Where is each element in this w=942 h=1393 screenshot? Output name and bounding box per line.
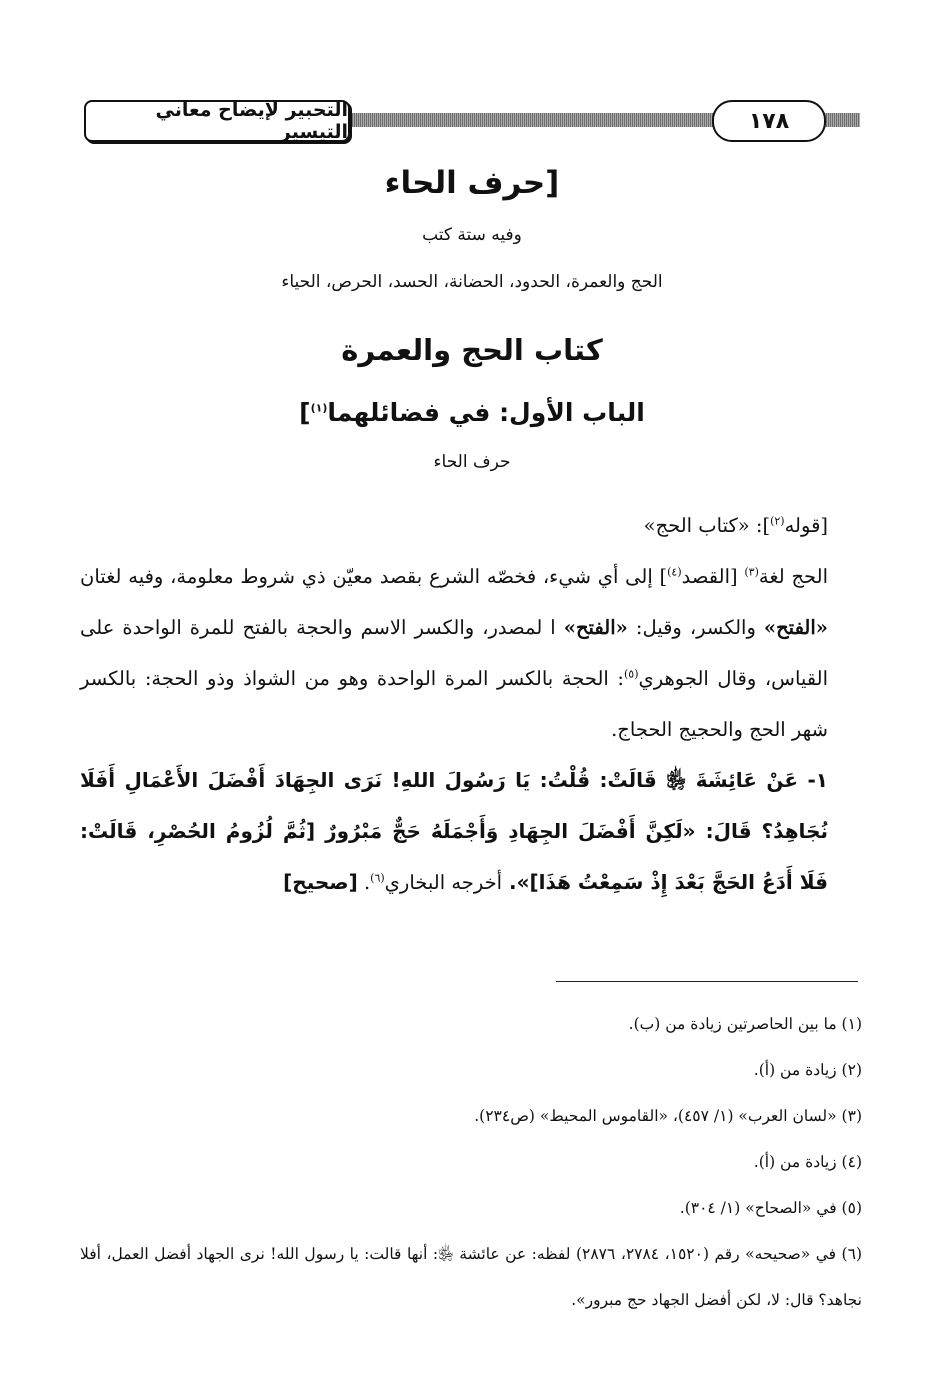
small-heading: حرف الحاء (433, 452, 511, 472)
lemma-open: [قوله (784, 514, 828, 537)
footnote-4: (٤) زيادة من (أ). (753, 1153, 862, 1171)
footnote-3: (٣) «لسان العرب» (١/ ٤٥٧)، «القاموس المحيط» (ص٢٣٤). (474, 1107, 862, 1125)
footnote-ref-4: (٤) (667, 565, 682, 579)
para-text: والكسر، وقيل: (627, 616, 764, 639)
commentary-lemma (80, 500, 862, 551)
footnote-ref-2: (٢) (770, 514, 785, 528)
hadith-grade: [صحيح] (283, 870, 358, 894)
running-header (84, 100, 860, 144)
commentary-paragraph (80, 551, 862, 755)
footnote-separator (556, 981, 858, 982)
para-text: الحج لغة (758, 565, 828, 588)
footnote-1: (١) ما بين الحاصرتين زيادة من (ب). (628, 1015, 862, 1033)
chapter-bracket: ] (299, 398, 311, 427)
footnote-2: (٢) زيادة من (أ). (753, 1061, 862, 1079)
para-text: ] إلى أي شيء، فخصّه الشرع بقصد معيّن ذي شروط معلومة، وفيه لغتان (80, 565, 668, 588)
footnote-ref-3: (٣) (744, 565, 759, 579)
hadith-text: ١- عَنْ عَائِشَةَ ﵂ قَالَتْ: قُلْتُ: يَا رَسُولَ اللهِ! نَرَى الجِهَادَ أَفْضَلَ الأَعْمَالِ أَفَلَا نُجَاهِدُ؟ قَالَ: «لَكِنَّ أَفْضَلَ الجِهَادِ وَأَجْمَلَهُ حَجٌّ مَبْرُورٌ [ثُمَّ لُزُومُ الحُصْرِ، قَالَتْ: فَلَا أَدَعُ الحَجَّ بَعْدَ إِذْ سَمِعْتُ هَذَا]». (80, 768, 828, 894)
para-text: [القصد (681, 565, 745, 588)
footnote-ref-1: (١) (310, 401, 328, 415)
footnotes (80, 1013, 862, 1346)
para-bold-term: «الفتح» (763, 616, 828, 639)
para-text: : الحجة بالكسر المرة الواحدة وهو من الشواذ وذو الحجة: بالكسر شهر الحج والحجيج الحجاج. (80, 667, 828, 741)
footnote-ref-5: (٥) (623, 667, 639, 681)
hadith-paragraph (80, 755, 862, 908)
page-number: ١٧٨ (712, 100, 826, 142)
header-book-title: التحبير لإيضاح معاني التيسير (84, 100, 350, 142)
body-text (80, 500, 862, 908)
books-count-line: وفيه ستة كتب (422, 225, 522, 245)
section-letter-heading: [حرف الحاء (384, 165, 560, 201)
hadith-source: أخرجه البخاري (384, 871, 503, 894)
books-list-line: الحج والعمرة، الحدود، الحضانة، الحسد، الحرص، الحياء (281, 272, 663, 292)
para-text: ا لمصدر، والكسر الاسم والحجة بالفتح للمرة الواحدة على القياس، وقال الجوهري (80, 616, 829, 690)
book-title-heading: كتاب الحج والعمرة (341, 333, 603, 367)
para-text: . (357, 871, 371, 894)
footnote-5: (٥) في «الصحاح» (١/ ٣٠٤). (679, 1199, 862, 1217)
chapter-heading (84, 398, 860, 427)
chapter-title: الباب الأول: في فضائلهما (327, 398, 645, 427)
footnote-ref-6: (٦) (370, 871, 385, 885)
para-bold-term: «الفتح» (563, 616, 628, 639)
lemma-rest: ]: «كتاب الحج» (643, 514, 771, 537)
footnote-6: (٦) في «صحيحه» رقم (١٥٢٠، ٢٧٨٤، ٢٨٧٦) لفظه: عن عائشة ﵂: أنها قالت: يا رسول الله! نرى الجهاد أفضل العمل، أفلا نجاهد؟ قال: لا، لكن أفضل الجهاد حج مبرور». (80, 1245, 862, 1309)
